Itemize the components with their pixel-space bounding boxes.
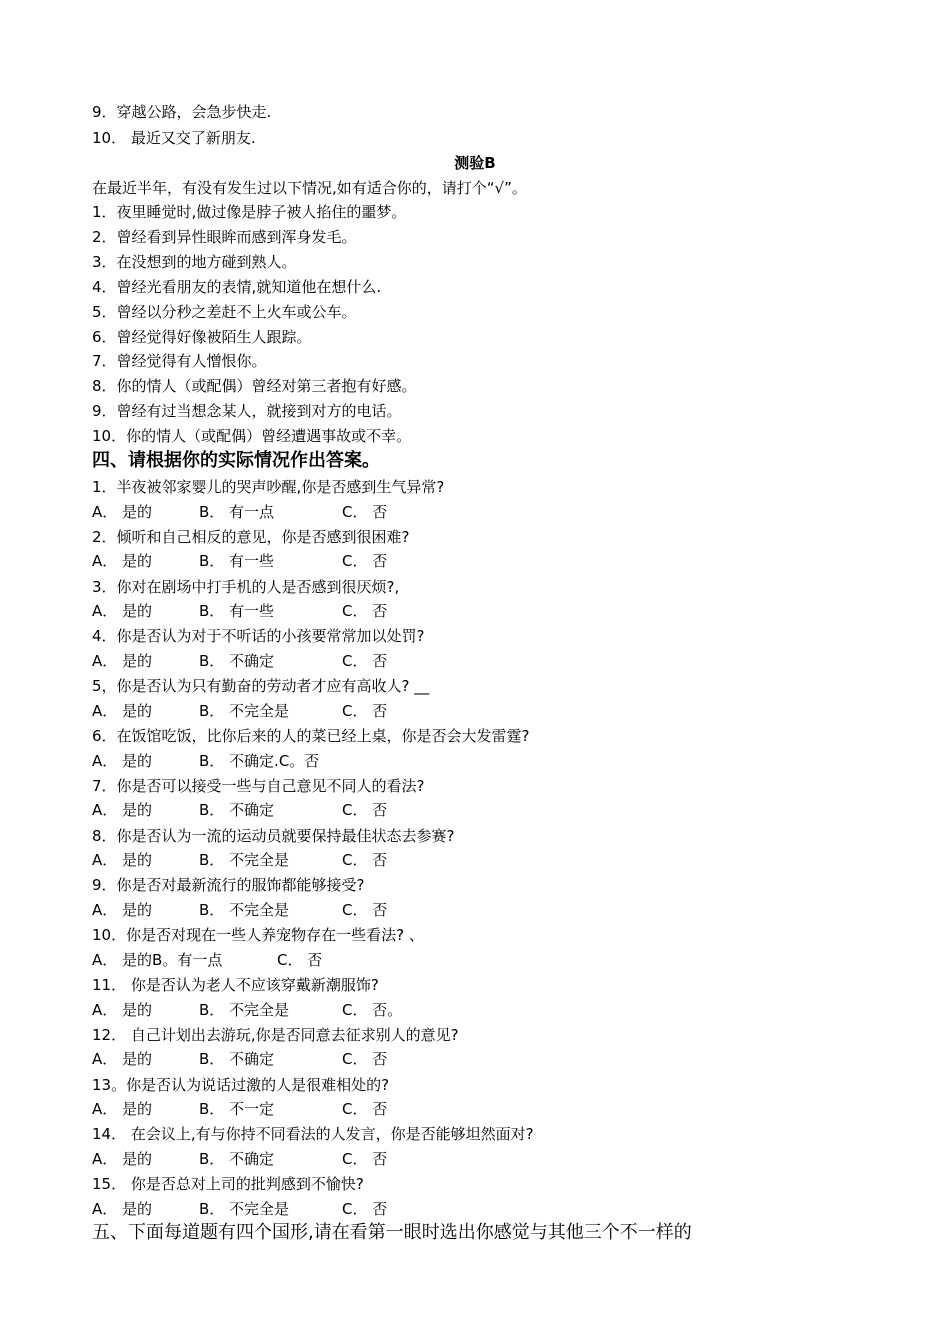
question-text: 6．在饭馆吃饭，比你后来的人的菜已经上桌，你是否会大发雷霆? bbox=[92, 727, 530, 745]
option-c: C． 否。 bbox=[342, 1000, 403, 1019]
test-b-item: 8．你的情人（或配偶）曾经对第三者抱有好感。 bbox=[92, 377, 417, 396]
test-b-item: 3．在没想到的地方碰到熟人。 bbox=[92, 252, 297, 271]
option-b: B． 有一些 bbox=[199, 552, 275, 571]
test-b-item: 1．夜里睡觉时,做过像是脖子被人掐住的噩梦。 bbox=[92, 203, 407, 221]
question-text: 5，你是否认为只有勤奋的劳动者才应有高收人? __ bbox=[92, 677, 430, 696]
question-text: 15． 你是否总对上司的批判感到不愉快? bbox=[92, 1175, 364, 1194]
option-c: C． 否 bbox=[342, 801, 388, 820]
question-text: 13。你是否认为说话过激的人是很难相处的? bbox=[92, 1075, 390, 1094]
option-c: C． 否 bbox=[342, 900, 388, 919]
answer-options bbox=[92, 1199, 692, 1219]
option-a: A． 是的 bbox=[92, 701, 153, 720]
option-a: A． 是的 bbox=[92, 552, 153, 571]
option-a: A． 是的 bbox=[92, 851, 153, 870]
answer-options bbox=[92, 1099, 692, 1119]
test-b-item: 9．曾经有过当想念某人，就接到对方的电话。 bbox=[92, 402, 402, 421]
option-a: A． 是的 bbox=[92, 651, 153, 670]
option-a: A． 是的 bbox=[92, 1199, 153, 1218]
test-b-title: 测验B bbox=[454, 154, 496, 172]
option-b: B． 不完全是 bbox=[199, 851, 290, 870]
test-b-item: 2．曾经看到异性眼眸而感到浑身发毛。 bbox=[92, 227, 357, 246]
option-c: C． 否 bbox=[342, 1100, 388, 1119]
option-a: A． 是的 bbox=[92, 1100, 153, 1119]
answer-options bbox=[92, 651, 692, 671]
answer-options bbox=[92, 900, 692, 920]
test-b-intro: 在最近半年，有没有发生过以下情况,如有适合你的，请打个“√”。 bbox=[92, 179, 527, 197]
option-b: B． 不确定 bbox=[199, 1050, 275, 1069]
answer-options bbox=[92, 601, 692, 621]
question-text: 12． 自己计划出去游玩,你是否同意去征求别人的意见? bbox=[92, 1025, 459, 1044]
option-b: B． 不确定 bbox=[199, 801, 275, 820]
question-text: 10．你是否对现在一些人养宠物存在一些看法? 、 bbox=[92, 926, 424, 945]
question-text: 14． 在会议上,有与你持不同看法的人发言，你是否能够坦然面对? bbox=[92, 1125, 534, 1144]
option-a: A． 是的 bbox=[92, 751, 153, 770]
option-b: B． 不确定.C。否 bbox=[199, 751, 320, 770]
option-c: C． 否 bbox=[277, 950, 323, 969]
option-b: B． 有一点 bbox=[199, 502, 275, 521]
part-a-item-10: 10． 最近又交了新朋友. bbox=[92, 129, 256, 147]
option-c: C． 否 bbox=[342, 851, 388, 870]
question-text: 8．你是否认为一流的运动员就要保持最佳状态去参赛? bbox=[92, 826, 455, 845]
option-c: C． 否 bbox=[342, 1050, 388, 1069]
answer-options bbox=[92, 502, 692, 522]
question-text: 4．你是否认为对于不听话的小孩要常常加以处罚? bbox=[92, 627, 425, 646]
part-a-item-9: 9．穿越公路，会急步快走. bbox=[92, 103, 272, 121]
option-b: B． 不完全是 bbox=[199, 701, 290, 720]
option-c: C． 否 bbox=[342, 1149, 388, 1168]
option-c: C． 否 bbox=[342, 602, 388, 621]
question-text: 2．倾听和自己相反的意见，你是否感到很困难? bbox=[92, 527, 410, 546]
option-b: B． 不一定 bbox=[199, 1100, 275, 1119]
test-b-item: 5．曾经以分秒之差赶不上火车或公车。 bbox=[92, 302, 357, 321]
question-text: 7．你是否可以接受一些与自己意见不同人的看法? bbox=[92, 776, 425, 795]
answer-options bbox=[92, 1000, 692, 1020]
option-a: A． 是的 bbox=[92, 1149, 153, 1168]
option-c: C． 否 bbox=[342, 701, 388, 720]
answer-options bbox=[92, 1149, 692, 1169]
option-a: A． 是的 bbox=[92, 1000, 153, 1019]
test-b-item: 6．曾经觉得好像被陌生人跟踪。 bbox=[92, 327, 312, 346]
answer-options bbox=[92, 850, 692, 870]
option-b: B． 不完全是 bbox=[199, 900, 290, 919]
test-b-item: 4．曾经光看朋友的表情,就知道他在想什么. bbox=[92, 277, 382, 296]
option-c: C． 否 bbox=[342, 552, 388, 571]
answer-options bbox=[92, 551, 692, 571]
section-4-heading: 四、请根据你的实际情况作出答案。 bbox=[92, 450, 380, 471]
test-b-item: 7．曾经觉得有人憎恨你。 bbox=[92, 352, 267, 371]
option-c: C． 否 bbox=[342, 502, 388, 521]
option-b: B． 不完全是 bbox=[199, 1199, 290, 1218]
option-c: C． 否 bbox=[342, 1199, 388, 1218]
question-text: 9．你是否对最新流行的服饰都能够接受? bbox=[92, 876, 365, 895]
answer-options bbox=[92, 950, 692, 970]
option-a: A． 是的 bbox=[92, 502, 153, 521]
question-text: 3．你对在剧场中打手机的人是否感到很厌烦?, bbox=[92, 577, 400, 596]
option-b: B． 不完全是 bbox=[199, 1000, 290, 1019]
option-a: A． 是的 bbox=[92, 900, 153, 919]
answer-options bbox=[92, 1049, 692, 1069]
option-b: B． 有一些 bbox=[199, 602, 275, 621]
option-c: C． 否 bbox=[342, 651, 388, 670]
test-b-item: 10．你的情人（或配偶）曾经遭遇事故或不幸。 bbox=[92, 427, 412, 446]
question-text: 11． 你是否认为老人不应该穿戴新潮服饰? bbox=[92, 976, 379, 994]
option-b: B． 不确定 bbox=[199, 651, 275, 670]
option-a: A． 是的 bbox=[92, 602, 153, 621]
option-a: A． 是的 bbox=[92, 1050, 153, 1069]
answer-options bbox=[92, 800, 692, 820]
option-b: B． 不确定 bbox=[199, 1149, 275, 1168]
option-a: A． 是的 bbox=[92, 801, 153, 820]
answer-options bbox=[92, 701, 692, 721]
section-5-heading: 五、下面每道题有四个国形,请在看第一眼时选出你感觉与其他三个不一样的 bbox=[92, 1222, 692, 1243]
option-a: A． 是的B。有一点 bbox=[92, 950, 223, 969]
question-text: 1．半夜被邻家婴儿的哭声吵醒,你是否感到生气异常? bbox=[92, 478, 445, 496]
answer-options bbox=[92, 751, 692, 771]
